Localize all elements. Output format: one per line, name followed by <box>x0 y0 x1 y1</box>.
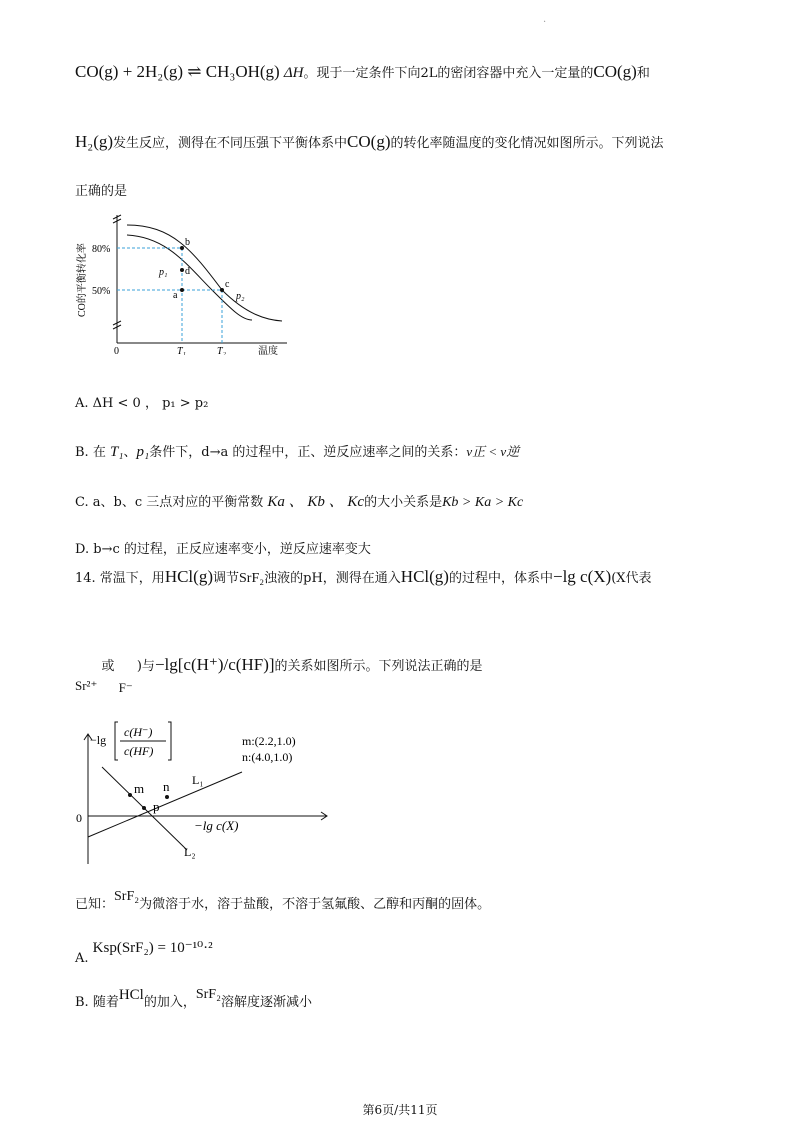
q14-expr: −lg[c(H⁺)/c(HF)] <box>154 655 275 674</box>
legend-m: m:(2.2,1.0) <box>242 734 296 748</box>
q13-line1 <box>75 62 650 82</box>
point-p <box>142 806 146 810</box>
q14-option-a <box>75 938 213 966</box>
origin-0: 0 <box>114 346 119 355</box>
label-c: c <box>225 279 230 290</box>
q14-option-b-text2: 的加入， <box>143 995 196 1010</box>
q14-line2-mid: )与 <box>136 659 155 674</box>
origin-0: 0 <box>76 811 82 825</box>
q13-line2 <box>75 132 664 152</box>
q14-line1-start: 14. 常温下，用 <box>75 571 165 586</box>
q13-line1-end: 和 <box>636 66 650 81</box>
q14-option-a-formula: Ksp(SrF₂) = 10⁻¹⁰·² <box>92 940 213 956</box>
q14-lg-cx: −lg c(X) <box>552 567 612 586</box>
q13-option-b-text2: 条件下，d→a 的过程中，正、逆反应速率之间的关系： <box>149 445 467 460</box>
tick-t1: T₁ <box>177 346 187 355</box>
q13-option-c-constants: Ka 、 Kb 、 Kc <box>267 494 365 510</box>
q14-hcl: HCl(g) <box>164 567 213 586</box>
y-label-denominator: c(HF) <box>124 744 154 758</box>
lg-chart <box>72 712 352 867</box>
y-label: CO的平衡转化率 <box>77 243 88 317</box>
q13-line2-text: 发生反应，测得在不同压强下平衡体系中 <box>113 136 348 151</box>
q13-option-c-text1: C. a、b、c 三点对应的平衡常数 <box>75 495 264 510</box>
label-l1: L₁ <box>192 773 204 787</box>
label-l2: L₂ <box>184 845 196 859</box>
point-d <box>180 268 184 272</box>
label-m: m <box>134 781 145 796</box>
q13-option-c-relation: Kb > Ka > Kc <box>442 495 524 510</box>
q14-line1-text: 浊液的pH，测得在通入 <box>264 571 401 586</box>
q14-option-a-label: A. <box>75 951 89 966</box>
point-a <box>180 288 184 292</box>
point-c <box>220 288 224 292</box>
tick-t2: T₂ <box>217 346 227 355</box>
q13-option-d: D. b→c 的过程，正反应速率变小，逆反应速率变大 <box>75 542 371 557</box>
q14-line1 <box>75 567 652 587</box>
x-label: 温度 <box>258 346 278 355</box>
conversion-chart <box>72 205 302 355</box>
legend-n: n:(4.0,1.0) <box>242 750 293 764</box>
tick-50: 50% <box>92 286 111 297</box>
q14-or: 或 <box>101 659 115 674</box>
q13-line3: 正确的是 <box>75 184 128 199</box>
y-label-prefix: −lg <box>90 733 107 747</box>
q14-option-b-text1: B. 随着 <box>75 995 119 1010</box>
y-label-numerator: c(H⁻) <box>124 725 153 739</box>
q14-option-b-hcl: HCl <box>118 987 144 1003</box>
q13-option-b-p1: p₁ <box>136 444 150 460</box>
corner-mark: . <box>543 14 547 25</box>
q13-option-b-t1: T₁ <box>109 444 124 460</box>
q13-option-b-relation: v正 < v逆 <box>466 444 520 459</box>
q14-option-b-srf2: SrF₂ <box>195 987 221 1002</box>
q14-line1-end: (X代表 <box>611 571 652 586</box>
q14-sr: Sr²⁺ <box>75 678 98 693</box>
q13-equation: CO(g) + 2H₂(g) ⇌ CH₃OH(g) <box>75 62 280 81</box>
label-p2: p₂ <box>236 291 245 302</box>
label-b: b <box>185 237 190 248</box>
q14-known-text: 为微溶于水，溶于盐酸，不溶于氢氟酸、乙醇和丙酮的固体。 <box>139 897 491 912</box>
label-p1: p₁ <box>159 267 168 278</box>
tick-80: 80% <box>92 244 111 255</box>
q14-known-label: 已知： <box>75 897 115 912</box>
point-m <box>128 793 132 797</box>
q13-option-a: A. ΔH < 0 ， p₁ > p₂ <box>75 396 209 411</box>
q14-f: F⁻ <box>118 680 133 695</box>
q13-option-c <box>75 490 523 511</box>
label-d: d <box>185 266 190 277</box>
q14-srf2: SrF₂ <box>239 571 265 586</box>
q14-known-srf2: SrF₂ <box>114 889 140 904</box>
q14-line1-mid: 调节 <box>212 571 239 586</box>
label-a: a <box>173 290 178 301</box>
q13-option-b <box>75 441 519 461</box>
q13-option-b-sep: 、 <box>123 445 137 460</box>
point-n <box>165 795 169 799</box>
page-footer: 第6页/共11页 <box>362 1103 438 1117</box>
q13-option-c-text2: 的大小关系是 <box>364 495 443 510</box>
q14-known <box>75 889 491 913</box>
q13-delta-h: ΔH <box>283 65 304 81</box>
q13-line1-text: 。现于一定条件下向2L的密闭容器中充入一定量的 <box>303 66 594 81</box>
q13-option-b-text1: B. 在 <box>75 445 106 460</box>
label-p: p <box>153 799 160 814</box>
q13-h2: H₂(g) <box>75 132 114 151</box>
q14-line1-text2: 的过程中，体系中 <box>448 571 553 586</box>
q14-option-b <box>75 987 312 1011</box>
q14-line2 <box>75 655 483 695</box>
q13-co-2: CO(g) <box>347 132 391 151</box>
q13-co: CO(g) <box>593 62 637 81</box>
label-n: n <box>163 779 170 794</box>
x-label: −lg c(X) <box>194 818 239 833</box>
q13-line2-end: 的转化率随温度的变化情况如图所示。下列说法 <box>390 136 664 151</box>
q14-option-b-text3: 溶解度逐渐减小 <box>220 995 312 1010</box>
q14-hcl-2: HCl(g) <box>400 567 449 586</box>
q14-line2-end: 的关系如图所示。下列说法正确的是 <box>274 659 483 674</box>
point-b <box>180 246 184 250</box>
